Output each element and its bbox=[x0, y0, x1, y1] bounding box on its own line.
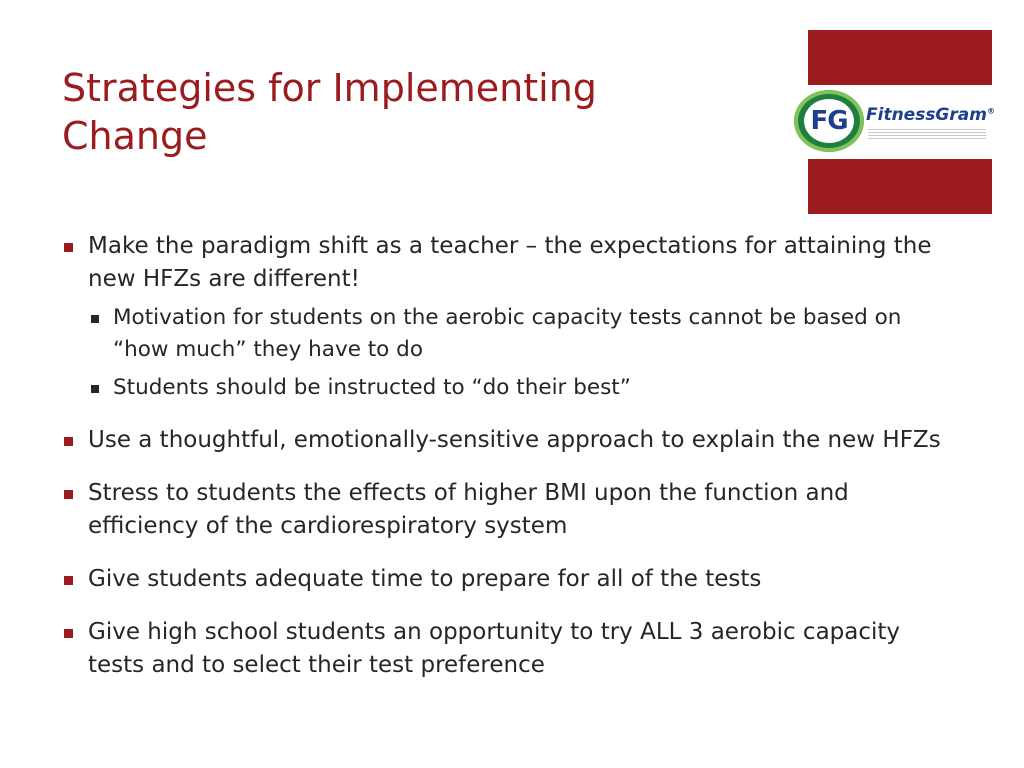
sub-bullet-text: Motivation for students on the aerobic capacity tests cannot be based on “how much” they have to do bbox=[113, 305, 902, 362]
bullet-text: Use a thoughtful, emotionally-sensitive approach to explain the new HFZs bbox=[88, 427, 941, 453]
sub-bullet-item-2 bbox=[88, 372, 942, 404]
square-sub-bullet-icon bbox=[91, 385, 99, 393]
logo-stripes-decoration bbox=[868, 129, 986, 139]
square-bullet-icon bbox=[64, 437, 73, 446]
square-bullet-icon bbox=[64, 490, 73, 499]
fitnessgram-logo bbox=[808, 30, 995, 214]
logo-wordmark-text: FitnessGram bbox=[866, 105, 987, 125]
square-bullet-icon bbox=[64, 629, 73, 638]
bullet-item-5 bbox=[62, 616, 942, 682]
logo-wordmark bbox=[866, 105, 995, 125]
square-bullet-icon bbox=[64, 576, 73, 585]
sub-bullet-list bbox=[88, 302, 942, 404]
slide-title-line-2: Change bbox=[62, 114, 208, 158]
bullet-text: Give students adequate time to prepare for all of the tests bbox=[88, 566, 762, 592]
bullet-item-1 bbox=[62, 230, 942, 404]
square-bullet-icon bbox=[64, 243, 73, 252]
bullet-item-4 bbox=[62, 563, 942, 596]
registered-mark: ® bbox=[986, 106, 995, 116]
sub-bullet-item-1 bbox=[88, 302, 942, 366]
slide-title bbox=[62, 64, 762, 160]
fg-monogram-icon bbox=[794, 90, 864, 152]
bullet-text: Give high school students an opportunity to try ALL 3 aerobic capacity tests and to select their test preference bbox=[88, 619, 901, 678]
fg-monogram-text: FG bbox=[804, 99, 854, 143]
slide-title-line-1: Strategies for Implementing bbox=[62, 66, 597, 110]
bullet-list bbox=[62, 230, 942, 702]
bullet-item-3 bbox=[62, 477, 942, 543]
logo-white-band bbox=[808, 85, 995, 159]
bullet-text: Make the paradigm shift as a teacher – the expectations for attaining the new HFZs are different! bbox=[88, 233, 932, 292]
bullet-item-2 bbox=[62, 424, 942, 457]
bullet-text: Stress to students the effects of higher BMI upon the function and efficiency of the cardiorespiratory system bbox=[88, 480, 849, 539]
sub-bullet-text: Students should be instructed to “do their best” bbox=[113, 375, 631, 400]
square-sub-bullet-icon bbox=[91, 315, 99, 323]
